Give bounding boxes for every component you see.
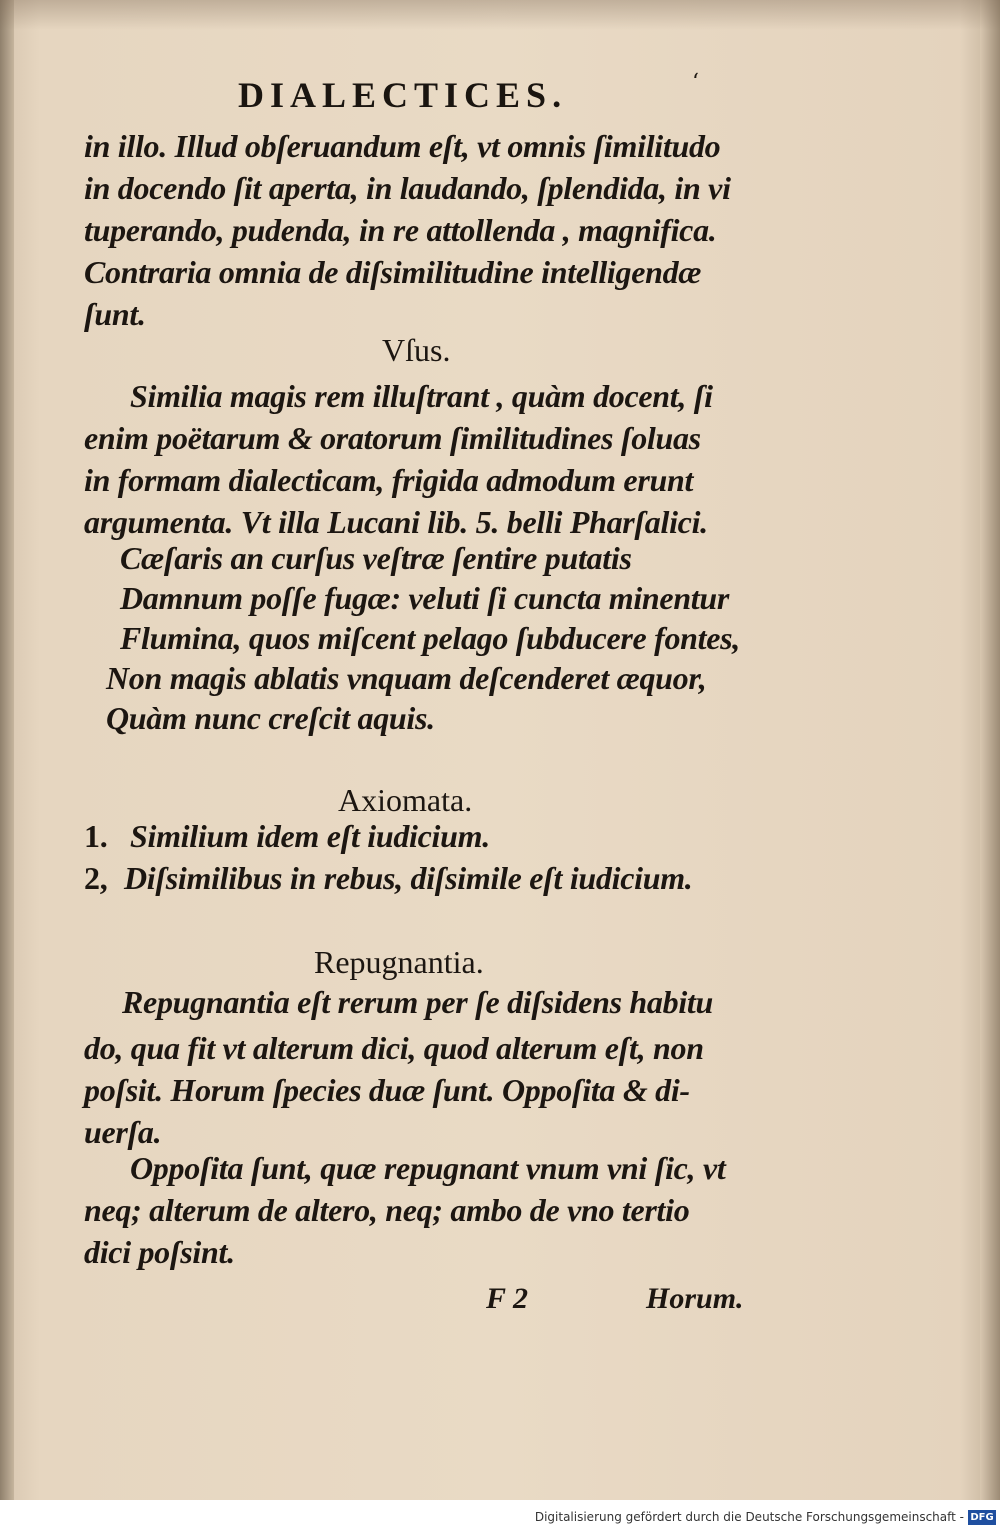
text-line: in illo. Illud obſeruandum eſt, vt omnis ſimilitudo <box>84 128 721 164</box>
text-line: in formam dialecticam, frigida admodum erunt <box>84 462 694 498</box>
margin-mark: ‘ <box>692 70 699 95</box>
text-line: argumenta. Vt illa Lucani lib. 5. belli Pharſalici. <box>84 504 708 540</box>
verse-line: Cæſaris an curſus veſtræ ſentire putatis <box>120 540 632 576</box>
text-line: uerſa. <box>84 1114 162 1150</box>
verse-line: Non magis ablatis vnquam deſcenderet æquor, <box>106 660 707 696</box>
text-line: Contraria omnia de diſsimilitudine intelligendæ <box>84 254 702 290</box>
text-line: in docendo ſit aperta, in laudando, ſplendida, in vi <box>84 170 731 206</box>
text-line: poſsit. Horum ſpecies duæ ſunt. Oppoſita & di- <box>84 1072 690 1108</box>
signature-mark: F 2 <box>486 1282 528 1315</box>
section-heading-axiomata: Axiomata. <box>338 782 473 818</box>
verse-line: Flumina, quos miſcent pelago ſubducere fontes, <box>120 620 740 656</box>
credit-strip <box>0 1500 1000 1537</box>
axiom-number: 2, <box>84 860 108 896</box>
axiom-number: 1. <box>84 818 108 854</box>
text-line: neq; alterum de altero, neq; ambo de vno tertio <box>84 1192 690 1228</box>
text-line: ſunt. <box>84 296 146 332</box>
catchword: Horum. <box>646 1282 744 1315</box>
section-heading-repugnantia: Repugnantia. <box>314 944 484 980</box>
axiom-text: Diſsimilibus in rebus, diſsimile eſt iudicium. <box>124 860 693 896</box>
text-line: Repugnantia eſt rerum per ſe diſsidens habitu <box>122 984 714 1020</box>
text-line: tuperando, pudenda, in re attollenda , magnifica. <box>84 212 717 248</box>
section-heading-usus: Vſus. <box>382 332 451 368</box>
axiom-text: Similium idem eſt iudicium. <box>130 818 490 854</box>
text-line: Oppoſita ſunt, quæ repugnant vnum vni ſic, vt <box>130 1150 726 1186</box>
verse-line: Damnum poſſe fugæ: veluti ſi cuncta minentur <box>120 580 730 616</box>
text-line: enim poëtarum & oratorum ſimilitudines ſoluas <box>84 420 701 456</box>
running-header: DIALECTICES. <box>238 75 568 115</box>
dfg-logo: DFG <box>968 1510 996 1525</box>
funding-credit: Digitalisierung gefördert durch die Deutsche Forschungsgemeinschaft - <box>534 1510 964 1524</box>
verse-line: Quàm nunc creſcit aquis. <box>106 700 435 736</box>
text-line: dici poſsint. <box>84 1234 235 1270</box>
text-line: Similia magis rem illuſtrant , quàm docent, ſi <box>130 378 713 414</box>
text-line: do, qua fit vt alterum dici, quod alterum eſt, non <box>84 1030 704 1066</box>
